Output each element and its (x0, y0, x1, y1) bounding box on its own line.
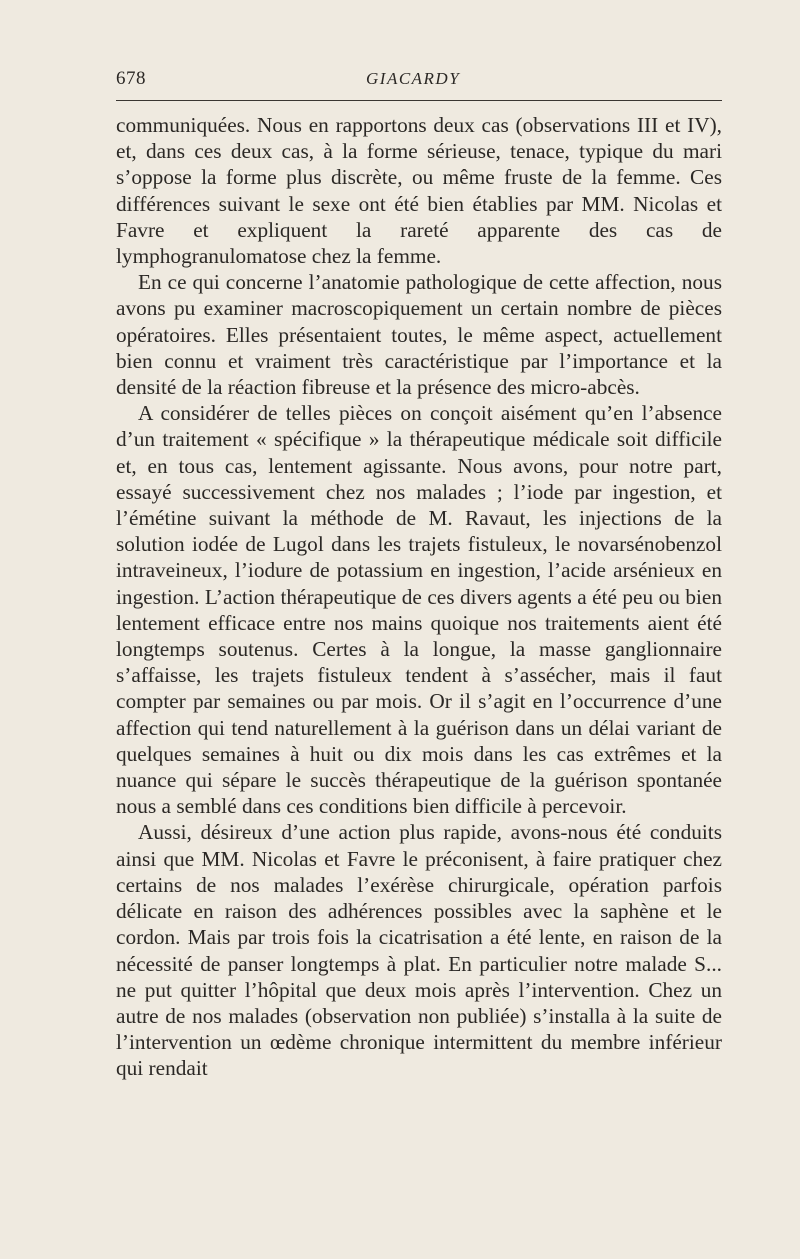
running-head: GIACARDY (366, 69, 461, 88)
body-text (116, 112, 722, 1082)
paragraph: A considérer de telles pièces on conçoit aisément qu’en l’absence d’un traitement « spécifique » la thérapeutique médicale soit difficile et, en tous cas, lentement agissante. Nous avons, pour notre part, essayé successivement chez nos malades ; l’iode par ingestion, et l’émétine suivant la méthode de M. Ravaut, les injections de la solution iodée de Lugol dans les trajets fistuleux, le novarsénobenzol intraveineux, l’iodure de potassium en ingestion, l’acide arsénieux en ingestion. L’action thérapeutique de ces divers agents a été peu ou bien lentement efficace entre nos mains quoique nos traitements aient été longtemps soutenus. Certes à la longue, la masse ganglionnaire s’affaisse, les trajets fistuleux tendent à s’assécher, mais il faut compter par semaines ou par mois. Or il s’agit en l’occurrence d’une affection qui tend naturellement à la guérison dans un délai variant de quelques semaines à huit ou dix mois dans les cas extrêmes et la nuance qui sépare le succès thérapeutique de la guérison spontanée nous a semblé dans ces conditions bien difficile à percevoir. (116, 401, 722, 819)
header-rule (116, 100, 722, 101)
paragraph: Aussi, désireux d’une action plus rapide, avons-nous été conduits ainsi que MM. Nicolas et Favre le préconisent, à faire pratiquer chez certains de nos malades l’exérèse chirurgicale, opération parfois délicate en raison des adhérences possibles avec la saphène et le cordon. Mais par trois fois la cicatrisation a été lente, en raison de la nécessité de panser longtemps à plat. En particulier notre malade S... ne put quitter l’hôpital que deux mois après l’intervention. Chez un autre de nos malades (observation non publiée) s’installa à la suite de l’intervention un œdème chronique intermittent du membre inférieur qui rendait (116, 820, 722, 1081)
paragraph: communiquées. Nous en rapportons deux cas (observations III et IV), et, dans ces deux cas, à la forme sérieuse, tenace, typique du mari s’oppose la forme plus discrète, ou même fruste de la femme. Ces différences suivant le sexe ont été bien établies par MM. Nicolas et Favre et expliquent la rareté apparente des cas de lymphogranulomatose chez la femme. (116, 113, 722, 269)
page-number: 678 (116, 68, 146, 89)
paragraph: En ce qui concerne l’anatomie pathologique de cette affection, nous avons pu examiner macroscopiquement un certain nombre de pièces opératoires. Elles présentaient toutes, le même aspect, actuellement bien connu et vraiment très caractéristique par l’importance et la densité de la réaction fibreuse et la présence des micro-abcès. (116, 270, 722, 400)
page-header (116, 68, 722, 92)
